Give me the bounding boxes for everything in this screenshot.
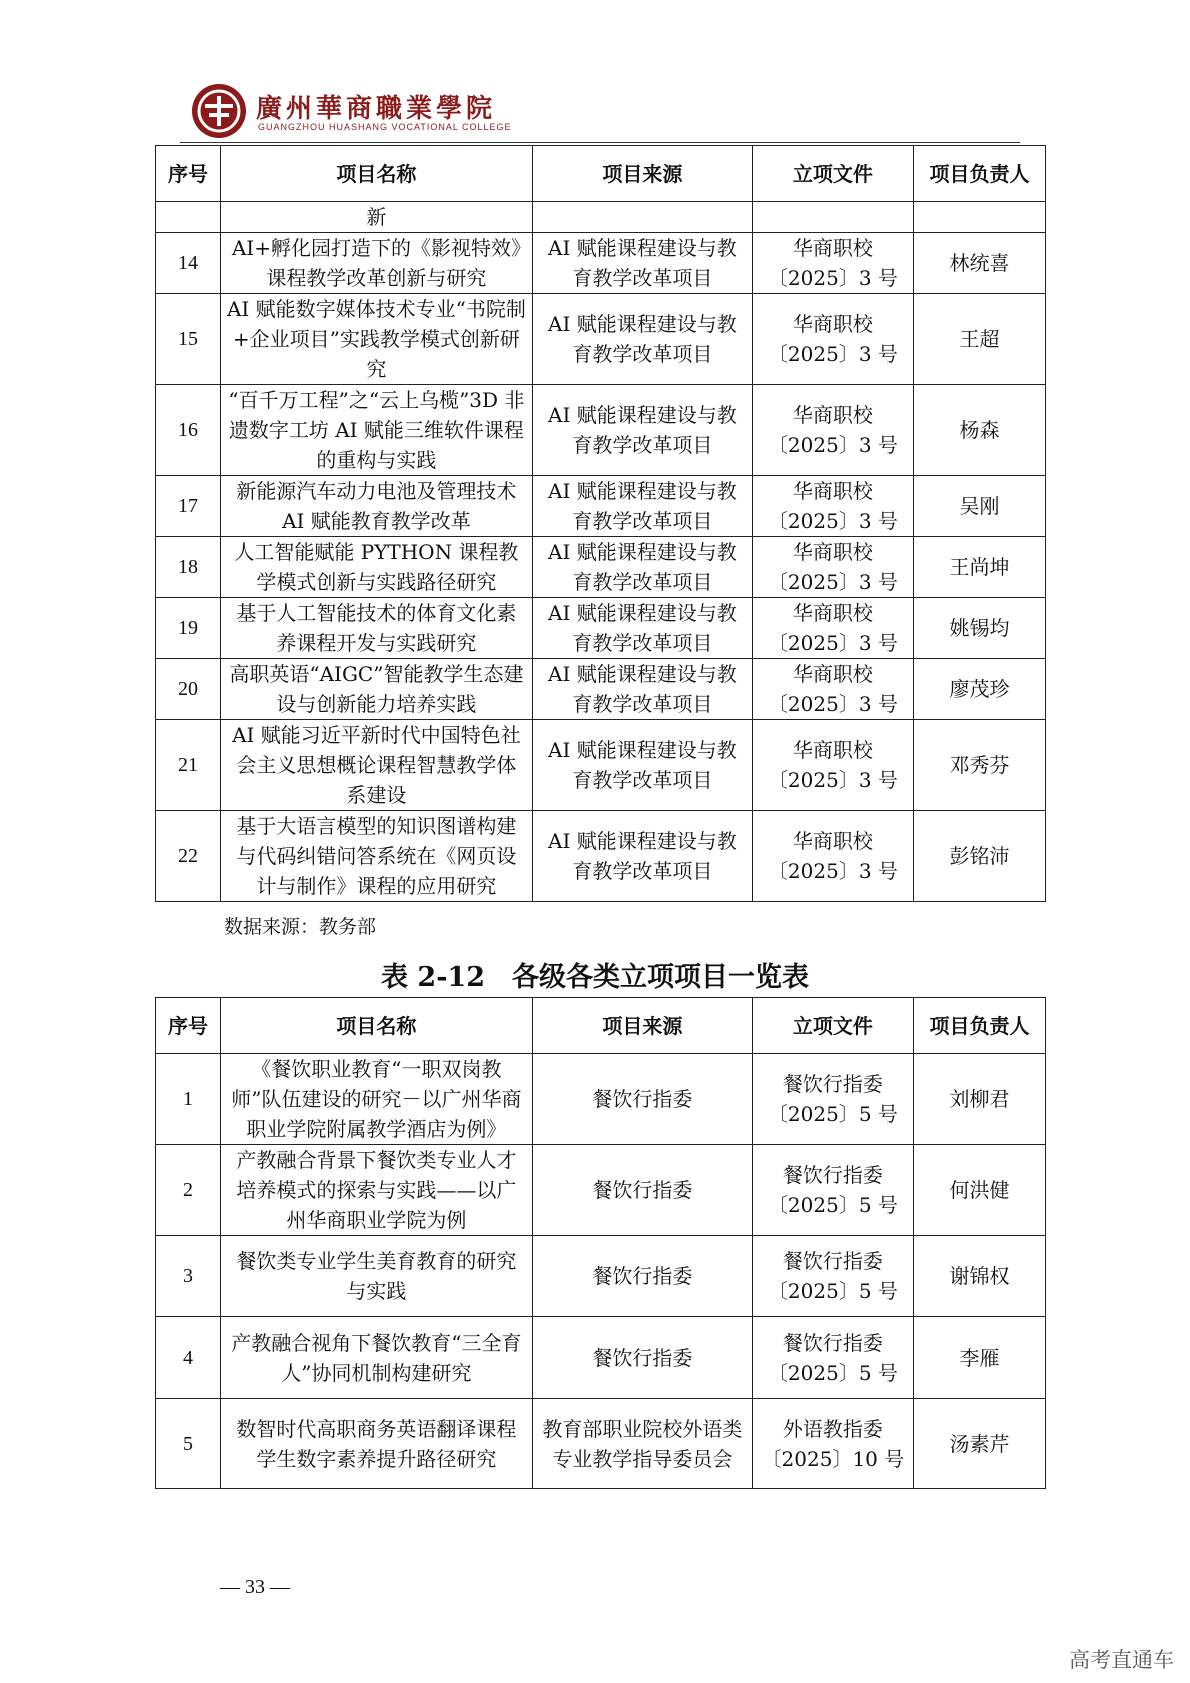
cell-project-name: 数智时代高职商务英语翻译课程学生数字素养提升路径研究 xyxy=(220,1399,532,1489)
cell-leader: 邓秀芬 xyxy=(914,720,1046,811)
table-row xyxy=(156,1145,1046,1236)
cell-approval-doc: 餐饮行指委〔2025〕5 号 xyxy=(752,1054,913,1145)
cell-project-name: 人工智能赋能 PYTHON 课程教学模式创新与实践路径研究 xyxy=(220,537,532,598)
cell-index: 14 xyxy=(156,233,221,294)
header-project-name: 项目名称 xyxy=(220,146,532,202)
cell-leader: 杨森 xyxy=(914,385,1046,476)
projects-table xyxy=(155,997,1046,1489)
cell-project-source: 教育部职业院校外语类专业教学指导委员会 xyxy=(532,1399,752,1489)
header-approval-doc: 立项文件 xyxy=(752,998,913,1054)
cell-project-source xyxy=(532,202,752,233)
cell-index: 5 xyxy=(156,1399,221,1489)
cell-leader: 廖茂珍 xyxy=(914,659,1046,720)
cell-project-source: 餐饮行指委 xyxy=(532,1317,752,1399)
table-row xyxy=(156,294,1046,385)
cell-leader: 刘柳君 xyxy=(914,1054,1046,1145)
page-number: — 33 — xyxy=(220,1576,290,1598)
table-row xyxy=(156,1236,1046,1317)
table-row xyxy=(156,811,1046,902)
cell-index: 22 xyxy=(156,811,221,902)
cell-index: 16 xyxy=(156,385,221,476)
cell-index: 3 xyxy=(156,1236,221,1317)
cell-index: 2 xyxy=(156,1145,221,1236)
cell-project-name: 餐饮类专业学生美育教育的研究与实践 xyxy=(220,1236,532,1317)
cell-project-source: AI 赋能课程建设与教育教学改革项目 xyxy=(532,720,752,811)
cell-project-source: 餐饮行指委 xyxy=(532,1236,752,1317)
cell-approval-doc: 华商职校〔2025〕3 号 xyxy=(752,537,913,598)
header-project-source: 项目来源 xyxy=(532,998,752,1054)
header-approval-doc: 立项文件 xyxy=(752,146,913,202)
cell-leader: 王尚坤 xyxy=(914,537,1046,598)
cell-approval-doc: 华商职校〔2025〕3 号 xyxy=(752,659,913,720)
cell-leader: 林统喜 xyxy=(914,233,1046,294)
table-header-row xyxy=(156,998,1046,1054)
cell-leader: 汤素芹 xyxy=(914,1399,1046,1489)
cell-project-name: 产教融合背景下餐饮类专业人才培养模式的探索与实践——以广州华商职业学院为例 xyxy=(220,1145,532,1236)
cell-project-name: AI 赋能数字媒体技术专业“书院制+企业项目”实践教学模式创新研究 xyxy=(220,294,532,385)
cell-index: 15 xyxy=(156,294,221,385)
cell-index: 21 xyxy=(156,720,221,811)
cell-leader: 彭铭沛 xyxy=(914,811,1046,902)
projects-table-continued xyxy=(155,145,1046,902)
table-row xyxy=(156,537,1046,598)
cell-leader: 谢锦权 xyxy=(914,1236,1046,1317)
cell-approval-doc: 华商职校〔2025〕3 号 xyxy=(752,294,913,385)
college-name-cn: 廣州華商職業學院 xyxy=(256,94,497,124)
cell-project-name: 新能源汽车动力电池及管理技术 AI 赋能教育教学改革 xyxy=(220,476,532,537)
cell-index: 19 xyxy=(156,598,221,659)
watermark-text: 高考直通车 xyxy=(1069,1648,1174,1672)
cell-project-source: AI 赋能课程建设与教育教学改革项目 xyxy=(532,294,752,385)
table-row xyxy=(156,202,1046,233)
cell-leader: 李雁 xyxy=(914,1317,1046,1399)
cell-approval-doc: 华商职校〔2025〕3 号 xyxy=(752,598,913,659)
table-row xyxy=(156,1317,1046,1399)
cell-leader xyxy=(914,202,1046,233)
table-caption: 表 2-12 各级各类立项项目一览表 xyxy=(381,962,809,993)
cell-project-name: 高职英语“AIGC”智能教学生态建设与创新能力培养实践 xyxy=(220,659,532,720)
cell-project-name: 《餐饮职业教育“一职双岗教师”队伍建设的研究－以广州华商职业学院附属教学酒店为例》 xyxy=(220,1054,532,1145)
header-leader: 项目负责人 xyxy=(914,998,1046,1054)
table-row xyxy=(156,385,1046,476)
cell-index: 4 xyxy=(156,1317,221,1399)
cell-project-name: 基于人工智能技术的体育文化素养课程开发与实践研究 xyxy=(220,598,532,659)
cell-leader: 吴刚 xyxy=(914,476,1046,537)
cell-project-name: 产教融合视角下餐饮教育“三全育人”协同机制构建研究 xyxy=(220,1317,532,1399)
header-index: 序号 xyxy=(156,998,221,1054)
cell-project-name: AI+孵化园打造下的《影视特效》课程教学改革创新与研究 xyxy=(220,233,532,294)
table-row xyxy=(156,1054,1046,1145)
cell-approval-doc: 外语教指委〔2025〕10 号 xyxy=(752,1399,913,1489)
cell-leader: 何洪健 xyxy=(914,1145,1046,1236)
college-name-en: GUANGZHOU HUASHANG VOCATIONAL COLLEGE xyxy=(258,122,512,132)
cell-approval-doc: 餐饮行指委〔2025〕5 号 xyxy=(752,1236,913,1317)
cell-project-source: 餐饮行指委 xyxy=(532,1145,752,1236)
cell-approval-doc: 华商职校〔2025〕3 号 xyxy=(752,385,913,476)
cell-index: 18 xyxy=(156,537,221,598)
cell-project-source: AI 赋能课程建设与教育教学改革项目 xyxy=(532,233,752,294)
cell-index: 1 xyxy=(156,1054,221,1145)
cell-leader: 姚锡均 xyxy=(914,598,1046,659)
cell-project-source: AI 赋能课程建设与教育教学改革项目 xyxy=(532,659,752,720)
table-row xyxy=(156,476,1046,537)
header-project-name: 项目名称 xyxy=(220,998,532,1054)
cell-project-name: 基于大语言模型的知识图谱构建与代码纠错问答系统在《网页设计与制作》课程的应用研究 xyxy=(220,811,532,902)
cell-project-source: AI 赋能课程建设与教育教学改革项目 xyxy=(532,598,752,659)
table-row xyxy=(156,1399,1046,1489)
cell-project-source: AI 赋能课程建设与教育教学改革项目 xyxy=(532,476,752,537)
cell-approval-doc: 餐饮行指委〔2025〕5 号 xyxy=(752,1317,913,1399)
cell-approval-doc: 华商职校〔2025〕3 号 xyxy=(752,811,913,902)
cell-index xyxy=(156,202,221,233)
header-divider xyxy=(180,142,1020,143)
cell-index: 20 xyxy=(156,659,221,720)
cell-project-name: “百千万工程”之“云上乌榄”3D 非遗数字工坊 AI 赋能三维软件课程的重构与实践 xyxy=(220,385,532,476)
table-row xyxy=(156,598,1046,659)
table-row xyxy=(156,233,1046,294)
cell-project-source: AI 赋能课程建设与教育教学改革项目 xyxy=(532,537,752,598)
table-header-row xyxy=(156,146,1046,202)
header-leader: 项目负责人 xyxy=(914,146,1046,202)
cell-project-source: AI 赋能课程建设与教育教学改革项目 xyxy=(532,385,752,476)
cell-project-name: 新 xyxy=(220,202,532,233)
page-header xyxy=(190,78,1020,140)
table-row xyxy=(156,659,1046,720)
cell-project-name: AI 赋能习近平新时代中国特色社会主义思想概论课程智慧教学体系建设 xyxy=(220,720,532,811)
table-row xyxy=(156,720,1046,811)
cell-approval-doc: 华商职校〔2025〕3 号 xyxy=(752,720,913,811)
cell-leader: 王超 xyxy=(914,294,1046,385)
header-project-source: 项目来源 xyxy=(532,146,752,202)
header-index: 序号 xyxy=(156,146,221,202)
cell-project-source: 餐饮行指委 xyxy=(532,1054,752,1145)
college-logo-icon xyxy=(190,82,248,140)
cell-approval-doc: 华商职校〔2025〕3 号 xyxy=(752,476,913,537)
cell-approval-doc: 餐饮行指委〔2025〕5 号 xyxy=(752,1145,913,1236)
cell-index: 17 xyxy=(156,476,221,537)
cell-project-source: AI 赋能课程建设与教育教学改革项目 xyxy=(532,811,752,902)
cell-approval-doc xyxy=(752,202,913,233)
cell-approval-doc: 华商职校〔2025〕3 号 xyxy=(752,233,913,294)
data-source-note: 数据来源：教务部 xyxy=(224,916,377,938)
